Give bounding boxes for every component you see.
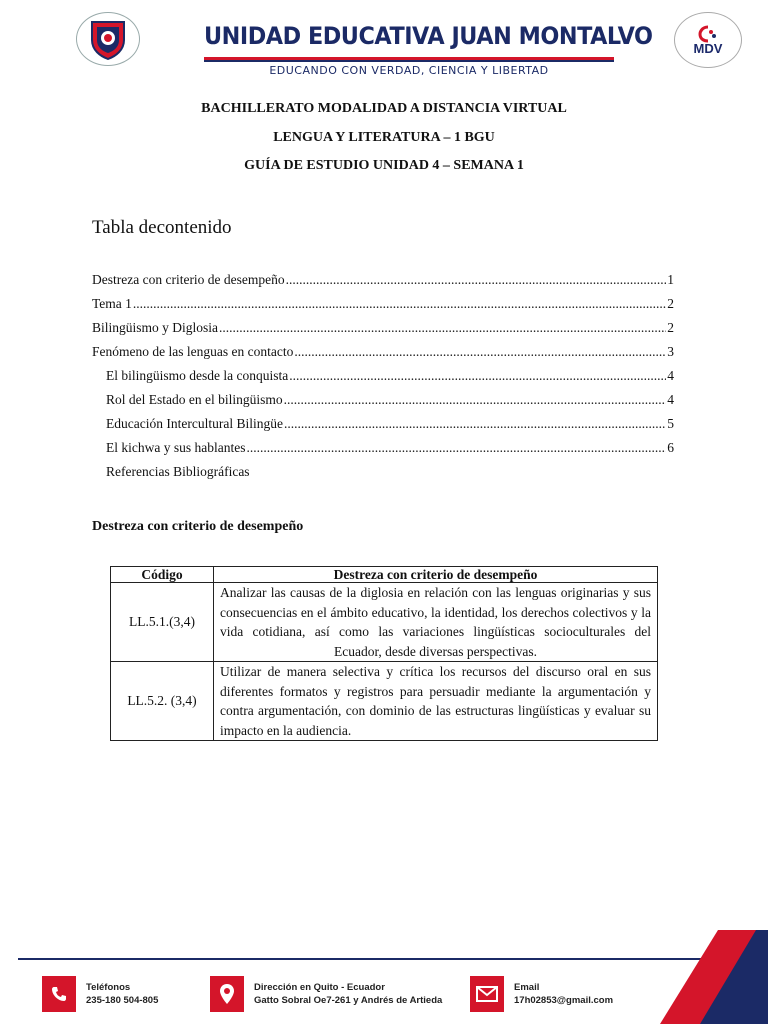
skills-table bbox=[110, 566, 658, 741]
toc-entry[interactable]: Bilingüismo y Diglosia ..... 2 bbox=[92, 318, 674, 336]
toc-entry[interactable]: El bilingüismo desde la conquista ..... 4 bbox=[106, 366, 674, 384]
header-divider-blue bbox=[204, 60, 614, 62]
guide-title: GUÍA DE ESTUDIO UNIDAD 4 – SEMANA 1 bbox=[244, 158, 524, 173]
skill-description: Utilizar de manera selectiva y crítica los recursos del discurso oral en sus diferentes formatos y registros para persuadir mediante la argumentación y contra argumentación, con dominio de las estructuras lingüísticas y evaluar su impacto en la audiencia. bbox=[214, 662, 658, 741]
toc-entry[interactable]: Destreza con criterio de desempeño ..... 1 bbox=[92, 270, 674, 288]
footer-decorative-stripes bbox=[660, 930, 768, 1024]
email-icon bbox=[470, 976, 504, 1012]
toc-entry[interactable]: Educación Intercultural Bilingüe ..... 5 bbox=[106, 414, 674, 432]
footer-email bbox=[470, 976, 613, 1012]
email-value[interactable]: 17h02853@gmail.com bbox=[514, 995, 614, 1006]
section-heading: Destreza con criterio de desempeño bbox=[92, 519, 304, 534]
toc-heading: Tabla decontenido bbox=[92, 217, 232, 238]
subject-title: LENGUA Y LITERATURA – 1 BGU bbox=[273, 130, 495, 145]
phone-icon bbox=[42, 976, 76, 1012]
school-name: UNIDAD EDUCATIVA JUAN MONTALVO bbox=[204, 22, 653, 50]
toc-entry[interactable]: Rol del Estado en el bilingüismo ..... 4 bbox=[106, 390, 674, 408]
toc-entry[interactable]: Tema 1 ..... 2 bbox=[92, 294, 674, 312]
toc-entry[interactable]: El kichwa y sus hablantes ..... 6 bbox=[106, 438, 674, 456]
table-row bbox=[111, 662, 658, 741]
school-motto: EDUCANDO CON VERDAD, CIENCIA Y LIBERTAD bbox=[269, 64, 549, 77]
mdv-logo bbox=[674, 12, 742, 68]
footer-address bbox=[210, 976, 442, 1012]
skill-description: Analizar las causas de la diglosia en relación con las lenguas originarias y sus consecuencias en el ámbito educativo, la identidad, los derechos colectivos y la vida cotidiana, así como las variaciones lingüísticas socioculturales del Ecuador, desde diversas perspectivas. bbox=[214, 583, 658, 662]
toc-entry[interactable]: Referencias Bibliográficas bbox=[106, 464, 250, 479]
location-pin-icon bbox=[210, 976, 244, 1012]
program-title: BACHILLERATO MODALIDAD A DISTANCIA VIRTUAL bbox=[201, 101, 567, 116]
address-value: Gatto Sobral Oe7-261 y Andrés de Artieda bbox=[254, 995, 443, 1006]
table-row bbox=[111, 583, 658, 662]
footer-phone bbox=[42, 976, 158, 1012]
column-header-skill: Destreza con criterio de desempeño bbox=[214, 567, 658, 583]
table-header-row bbox=[111, 567, 658, 583]
skill-code: LL.5.1.(3,4) bbox=[111, 583, 214, 662]
school-crest-logo bbox=[76, 12, 140, 66]
mdv-logo-text: MDV bbox=[693, 40, 723, 56]
column-header-code: Código bbox=[111, 567, 214, 583]
phone-value: 235-180 504-805 bbox=[86, 995, 159, 1006]
footer-divider bbox=[18, 958, 723, 960]
skill-code: LL.5.2. (3,4) bbox=[111, 662, 214, 741]
phone-label: Teléfonos bbox=[86, 982, 131, 993]
toc-entry[interactable]: Fenómeno de las lenguas en contacto ..... 3 bbox=[92, 342, 674, 360]
email-label: Email bbox=[514, 982, 540, 993]
address-label: Dirección en Quito - Ecuador bbox=[254, 982, 385, 993]
